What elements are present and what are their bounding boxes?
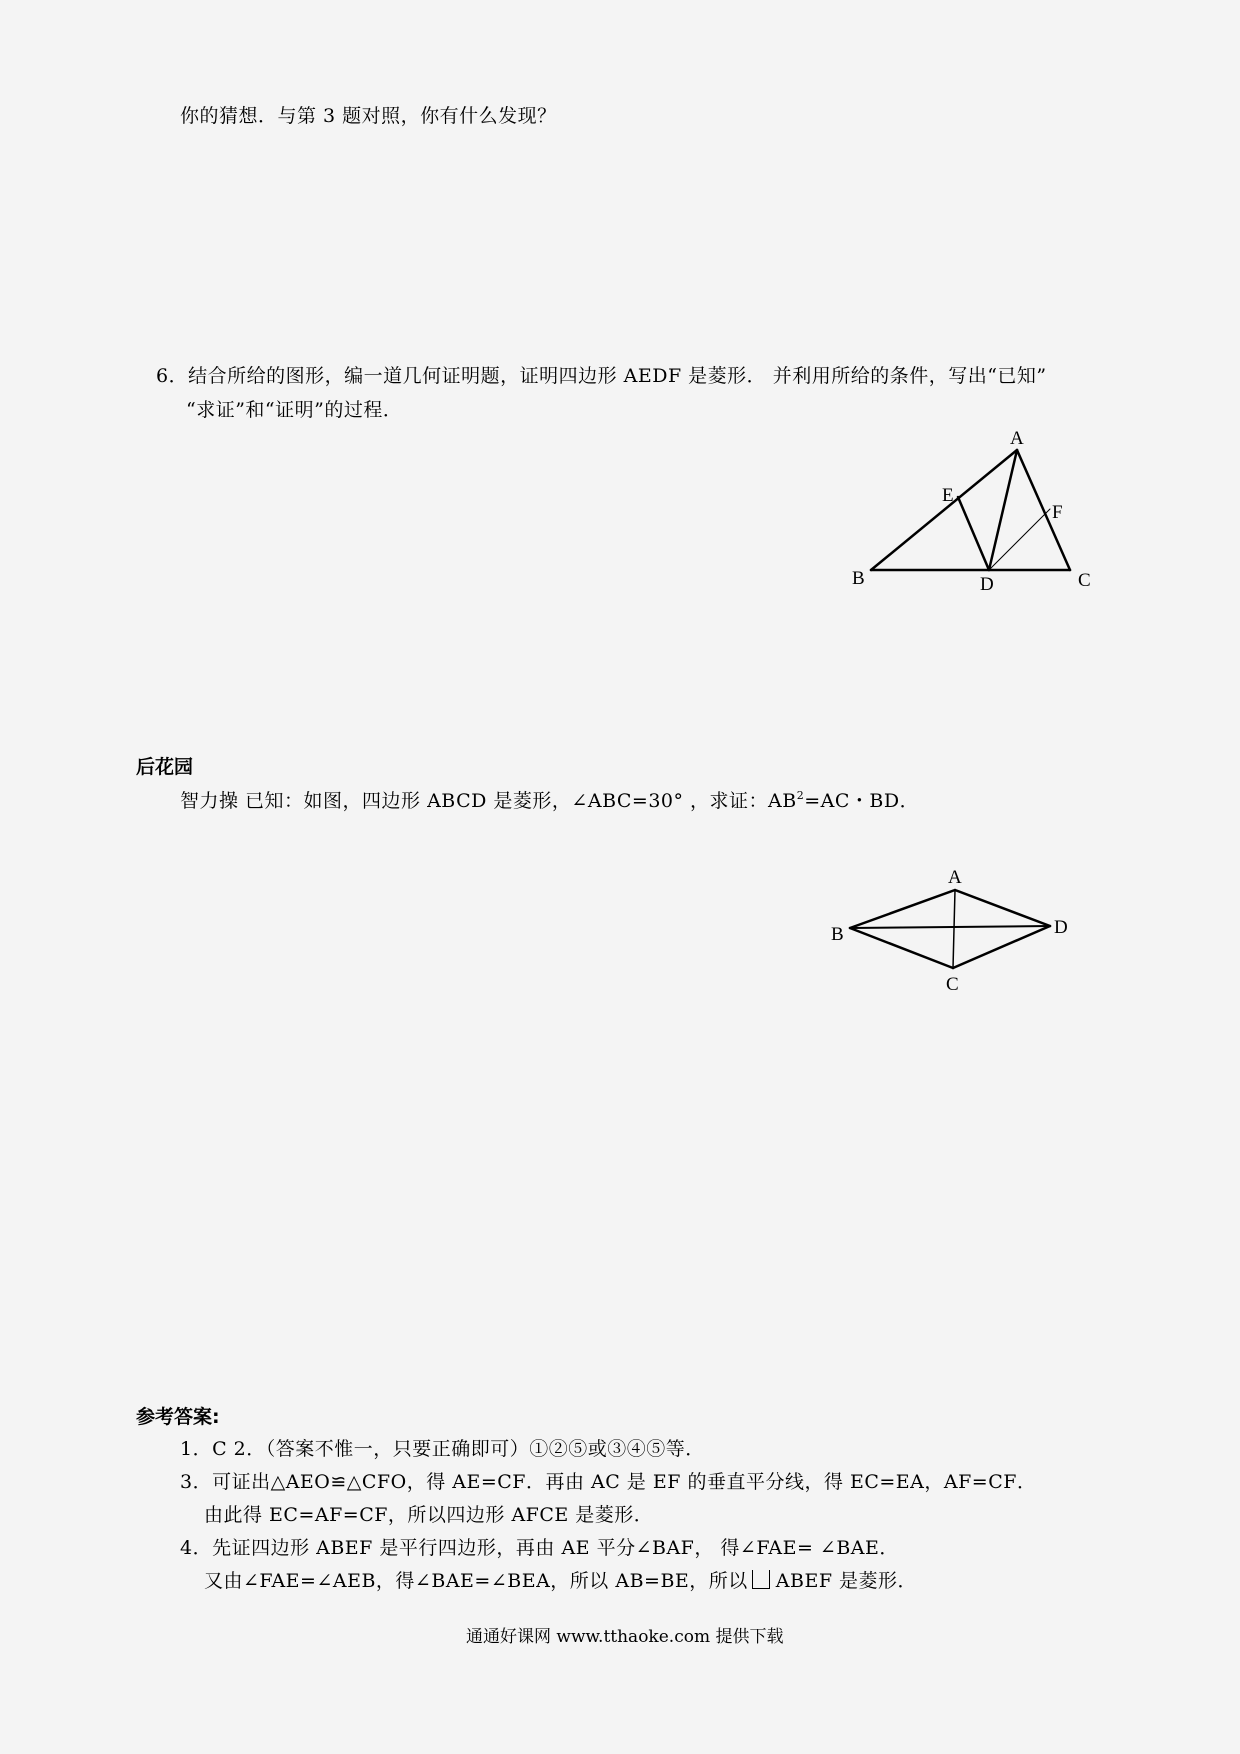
answer-line-4: 4．先证四边形 ABEF 是平行四边形，再由 AE 平分∠BAF， 得∠FAE= ∠BAE． (180, 1537, 899, 1559)
q6-line-2: “求证”和“证明”的过程． (186, 399, 403, 421)
triangle-figure (840, 420, 1110, 595)
label-d: D (980, 574, 994, 595)
rhombus-figure (820, 860, 1090, 1000)
label-e: E (942, 485, 954, 506)
label-d: D (1054, 917, 1068, 938)
side-bc (850, 928, 953, 968)
diagonal-ac (953, 890, 955, 968)
answer-line-2: 3．可证出△AEO≌△CFO，得 AE=CF．再由 AC 是 EF 的垂直平分线，得 EC=EA，AF=CF． (180, 1471, 1037, 1493)
segment-df (989, 509, 1050, 570)
garden-heading: 后花园 (136, 756, 194, 778)
garden-problem-prefix: 智力操 已知：如图，四边形 ABCD 是菱形，∠ABC=30° ，求证：AB (180, 790, 797, 812)
side-ad (955, 890, 1050, 926)
q5-continuation: 你的猜想．与第 3 题对照，你有什么发现？ (180, 105, 557, 127)
segment-ab (871, 450, 1017, 570)
label-c: C (946, 974, 959, 995)
label-a: A (948, 867, 962, 888)
answer-line-5-tail: ABEF 是菱形． (775, 1570, 918, 1592)
answer-line-3: 由此得 EC=AF=CF，所以四边形 AFCE 是菱形． (204, 1504, 654, 1526)
parallelogram-symbol (752, 1570, 770, 1589)
diagonal-bd (850, 926, 1050, 928)
label-f: F (1052, 502, 1063, 523)
label-b: B (852, 568, 865, 589)
footer-text: 通通好课网 www.tthaoke.com 提供下载 (466, 1627, 784, 1647)
garden-problem-suffix: =AC・BD． (804, 790, 920, 812)
garden-problem-superscript: 2 (796, 789, 805, 802)
label-a: A (1010, 428, 1024, 449)
answers-heading: 参考答案: (136, 1406, 220, 1428)
label-b: B (831, 924, 844, 945)
side-ab (850, 890, 955, 928)
answer-line-5 (204, 1569, 917, 1593)
label-c: C (1078, 570, 1091, 591)
q6-line-1: 6．结合所给的图形，编一道几何证明题，证明四边形 AEDF 是菱形． 并利用所给的条件，写出“已知” (156, 365, 1047, 387)
garden-problem (180, 789, 919, 813)
answer-line-1: 1．C 2．（答案不惟一，只要正确即可）①②⑤或③④⑤等． (180, 1438, 705, 1460)
side-cd (953, 926, 1050, 968)
segment-ed (958, 497, 989, 570)
answer-line-5-text: 又由∠FAE=∠AEB，得∠BAE=∠BEA，所以 AB=BE，所以 (204, 1570, 748, 1592)
